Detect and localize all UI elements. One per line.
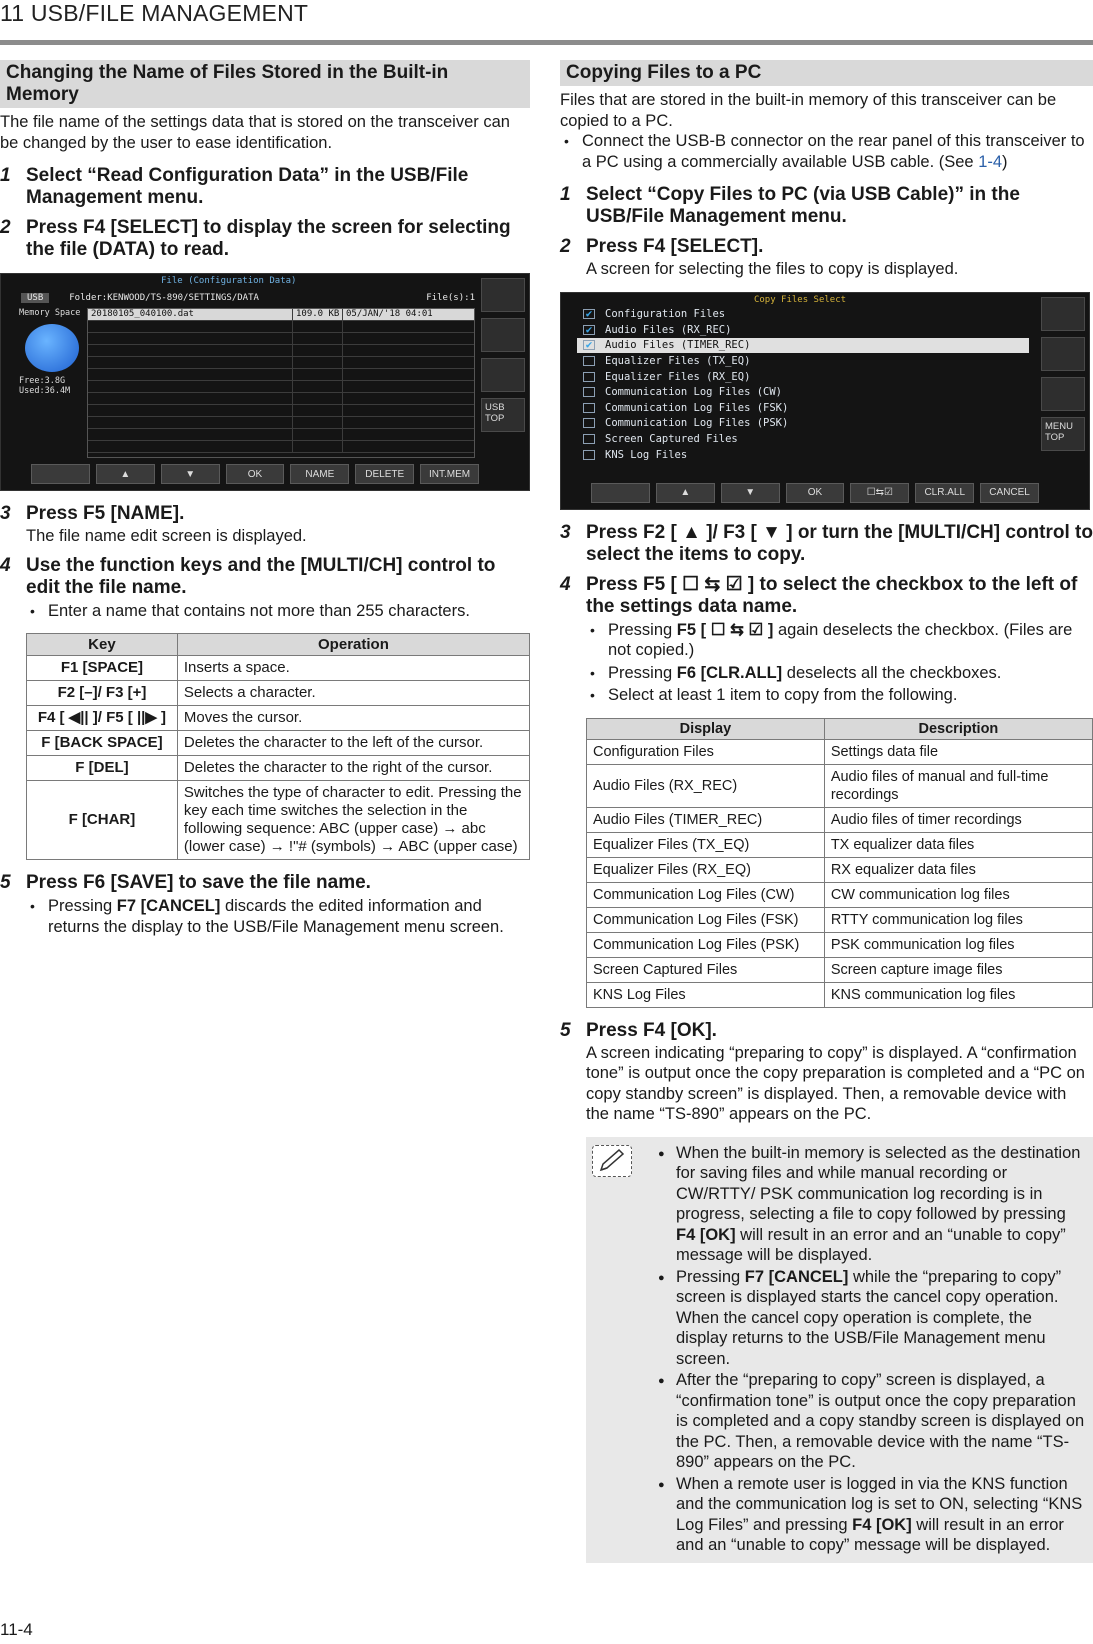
copy-step-3: [560, 522, 1093, 566]
display-cell: Communication Log Files (PSK): [587, 932, 825, 957]
step-number: 2: [0, 217, 11, 238]
description-cell: RTTY communication log files: [824, 907, 1092, 932]
side-key[interactable]: [481, 318, 525, 352]
function-keys: [591, 483, 1039, 503]
display-description-table: [586, 718, 1093, 1008]
checkbox-icon[interactable]: [583, 418, 595, 428]
file-row-empty: [88, 381, 474, 393]
file-screen-bar: [21, 290, 475, 306]
bullet-text: Pressing: [608, 620, 677, 639]
table-row: [27, 781, 530, 860]
bullet-text: discards the edited information and returns the display to the USB/File Management menu screen.: [48, 897, 504, 936]
copy-intro: Files that are stored in the built-in memory of this transceiver can be copied to a PC.: [560, 91, 1057, 130]
note-box: [586, 1137, 1093, 1563]
description-cell: KNS communication log files: [824, 982, 1092, 1007]
key-cell: F4 [ ◀|| ]/ F5 [ ||▶ ]: [27, 706, 178, 731]
memory-space-panel: [19, 308, 85, 396]
operation-cell: Deletes the character to the right of the cursor.: [177, 756, 529, 781]
rename-step-1: [0, 165, 530, 209]
disk-usage-icon: [25, 324, 79, 372]
description-cell: CW communication log files: [824, 882, 1092, 907]
file-row-empty: [88, 393, 474, 405]
copy-step-5: [560, 1020, 1093, 1125]
step-number: 4: [0, 554, 11, 576]
bullet-key: F6 [CLR.ALL]: [676, 663, 783, 682]
step-title: Press F4 [OK].: [586, 1019, 717, 1041]
right-column: [560, 60, 1093, 1563]
checkbox-icon[interactable]: ✔: [583, 325, 595, 335]
table-row: [587, 882, 1093, 907]
checkbox-icon[interactable]: [583, 356, 595, 366]
step-bullet: [26, 896, 530, 937]
header-rule: [0, 40, 1093, 45]
f6-clear-all-key[interactable]: CLR.ALL: [915, 483, 974, 503]
note-text: while the “preparing to copy” screen is displayed starts the cancel copy operation. When the cancel copy operation is complete, the display returns to the USB/File Management menu screen.: [676, 1267, 1062, 1368]
file-row-empty: [88, 321, 474, 333]
rename-step-2: [0, 217, 530, 261]
f7-intmem-key[interactable]: INT.MEM: [420, 464, 479, 484]
description-cell: Screen capture image files: [824, 957, 1092, 982]
file-screen-title: File (Configuration Data): [161, 276, 297, 286]
note-text: will result in an error and an “unable to copy” message will be displayed.: [676, 1225, 1066, 1264]
note-key: F4 [OK]: [852, 1515, 912, 1534]
display-cell: Audio Files (RX_REC): [587, 764, 825, 807]
copy-item-label: Communication Log Files (CW): [605, 386, 783, 399]
col-description: Description: [824, 718, 1092, 739]
copy-item[interactable]: [577, 431, 1029, 447]
copy-step-1: [560, 184, 1093, 228]
checkbox-icon[interactable]: ✔: [583, 340, 595, 350]
file-count: File(s):1: [426, 293, 475, 303]
pencil-note-icon: [592, 1145, 632, 1177]
free-space: Free:3.8G: [19, 376, 66, 386]
copy-files-screen: [560, 292, 1090, 510]
table-row: [27, 681, 530, 706]
usb-label: USB: [21, 293, 49, 303]
f1-key[interactable]: [591, 483, 650, 503]
side-key[interactable]: [481, 278, 525, 312]
file-row-empty: [88, 405, 474, 417]
table-row: [587, 857, 1093, 882]
col-display: Display: [587, 718, 825, 739]
copy-step-4: [560, 574, 1093, 706]
copy-item-label: Screen Captured Files: [605, 433, 738, 446]
section-title-copy: Copying Files to a PC: [560, 60, 1093, 86]
file-row[interactable]: [88, 309, 474, 321]
note-text: When the built-in memory is selected as the destination for saving files and while manual recording or CW/RTTY/ PSK communication log recording is in progress, selecting a file to copy followed by pressing: [676, 1143, 1081, 1223]
note-key: F4 [OK]: [676, 1225, 736, 1244]
copy-item[interactable]: [577, 384, 1029, 400]
step-number: 3: [0, 503, 11, 524]
page-number: 11-4: [0, 1620, 33, 1639]
f2-up-key[interactable]: ▲: [96, 464, 155, 484]
step-body: A screen indicating “preparing to copy” is displayed. A “confirmation tone” is output once the copy preparation is completed and a “PC on copy standby screen” is displayed. Then, a removable device with the name “TS-890” appears on the PC.: [586, 1043, 1085, 1123]
copy-item-label: Audio Files (RX_REC): [605, 323, 732, 336]
file-list: [87, 308, 475, 458]
step-number: 1: [0, 165, 11, 186]
table-row: [587, 807, 1093, 832]
table-row: [27, 731, 530, 756]
note-item: [658, 1370, 1087, 1473]
note-text: will result in an error and an “unable to copy” message will be displayed.: [676, 1515, 1064, 1554]
step-title: Select “Copy Files to PC (via USB Cable)” in the USB/File Management menu.: [586, 184, 1020, 227]
copy-item-label: Configuration Files: [605, 308, 726, 321]
checkbox-icon[interactable]: [583, 372, 595, 382]
copy-item[interactable]: [577, 307, 1029, 323]
step-title: Press F6 [SAVE] to save the file name.: [26, 872, 371, 893]
checkbox-icon[interactable]: [583, 387, 595, 397]
step-title: Press F5 [NAME].: [26, 503, 185, 524]
step-number: 5: [560, 1019, 571, 1041]
display-cell: Communication Log Files (FSK): [587, 907, 825, 932]
description-cell: PSK communication log files: [824, 932, 1092, 957]
copy-bullet: [560, 131, 1093, 172]
file-row-empty: [88, 429, 474, 441]
key-cell: F [CHAR]: [27, 781, 178, 860]
usb-top-key[interactable]: USB TOP: [481, 398, 525, 432]
display-cell: Audio Files (TIMER_REC): [587, 807, 825, 832]
description-cell: Settings data file: [824, 739, 1092, 764]
copy-item-label: Communication Log Files (PSK): [605, 417, 789, 430]
step-body: The file name edit screen is displayed.: [26, 527, 307, 545]
f1-key[interactable]: [31, 464, 90, 484]
key-operation-table: [26, 633, 530, 860]
key-cell: F2 [–]/ F3 [+]: [27, 681, 178, 706]
bullet-text: Select at least 1 item to copy from the following.: [608, 686, 958, 704]
step-number: 4: [560, 573, 571, 595]
step-number: 1: [560, 184, 571, 205]
file-row-empty: [88, 417, 474, 429]
page-header: [0, 0, 1093, 50]
file-name: 20180105_040100.dat: [88, 309, 293, 320]
description-cell: Audio files of timer recordings: [824, 807, 1092, 832]
file-date: 05/JAN/'18 04:01: [346, 309, 433, 319]
key-cell: F1 [SPACE]: [27, 656, 178, 681]
copy-item[interactable]: [577, 369, 1029, 385]
operation-cell: Inserts a space.: [177, 656, 529, 681]
f6-delete-key[interactable]: DELETE: [355, 464, 414, 484]
copy-step-2: [560, 236, 1093, 280]
table-row: [587, 932, 1093, 957]
copy-item-label: Communication Log Files (FSK): [605, 401, 789, 414]
table-row: [27, 706, 530, 731]
checkbox-icon[interactable]: ✔: [583, 309, 595, 319]
copy-item[interactable]: [577, 447, 1029, 463]
col-key: Key: [27, 634, 178, 656]
f4-ok-key[interactable]: OK: [786, 483, 845, 503]
f4-ok-key[interactable]: OK: [226, 464, 285, 484]
table-row: [587, 957, 1093, 982]
note-text: When a remote user is logged in via the KNS function and the communication log is set to ON, selecting “KNS Log Files” and pressing: [676, 1474, 1083, 1534]
f5-name-key[interactable]: NAME: [290, 464, 349, 484]
description-cell: Audio files of manual and full-time recordings: [824, 764, 1092, 807]
memory-space-label: Memory Space: [19, 308, 81, 318]
table-row: [587, 832, 1093, 857]
step-number: 3: [560, 521, 571, 543]
note-key: F7 [CANCEL]: [744, 1267, 849, 1286]
bullet-text: ): [1002, 152, 1008, 171]
table-row: [27, 756, 530, 781]
f7-cancel-key[interactable]: CANCEL: [980, 483, 1039, 503]
checkbox-icon[interactable]: [583, 434, 595, 444]
f3-down-key[interactable]: ▼: [721, 483, 780, 503]
operation-cell: Selects a character.: [177, 681, 529, 706]
step-title: Select “Read Configuration Data” in the USB/File Management menu.: [26, 165, 469, 208]
copy-item-label: Audio Files (TIMER_REC): [605, 339, 751, 352]
left-column: [0, 60, 530, 937]
key-cell: F [DEL]: [27, 756, 178, 781]
step-title: Use the function keys and the [MULTI/CH] control to edit the file name.: [26, 554, 496, 598]
bullet-text: deselects all the checkboxes.: [782, 663, 1002, 682]
bullet-text: Pressing: [48, 897, 117, 915]
table-row: [587, 764, 1093, 807]
file-select-screen: [0, 273, 530, 491]
f3-down-key[interactable]: ▼: [161, 464, 220, 484]
col-operation: Operation: [177, 634, 529, 656]
copy-file-list: [577, 307, 1029, 463]
side-key[interactable]: [1041, 377, 1085, 411]
step-bullet: • Enter a name that contains not more than 255 characters.: [26, 601, 530, 622]
folder-path: Folder:KENWOOD/TS-890/SETTINGS/DATA: [69, 293, 259, 303]
rename-step-4: [0, 555, 530, 622]
description-cell: TX equalizer data files: [824, 832, 1092, 857]
used-space: Used:36.4M: [19, 386, 71, 396]
copy-item[interactable]: [577, 322, 1029, 338]
note-item: [658, 1267, 1087, 1370]
step-number: 5: [0, 872, 11, 893]
file-row-empty: [88, 357, 474, 369]
copy-item[interactable]: [577, 353, 1029, 369]
page-reference-link[interactable]: 1-4: [978, 152, 1003, 171]
side-keys: [481, 278, 525, 432]
display-cell: Screen Captured Files: [587, 957, 825, 982]
step-bullet: [586, 663, 1093, 684]
operation-cell: Moves the cursor.: [177, 706, 529, 731]
operation-cell: Switches the type of character to edit. Pressing the key each time switches the selection in the following sequence: ABC (upper case) → abc (lower case) → !"# (symbols) → ABC (upper case): [177, 781, 529, 860]
display-cell: Equalizer Files (TX_EQ): [587, 832, 825, 857]
table-row: [587, 739, 1093, 764]
description-cell: RX equalizer data files: [824, 857, 1092, 882]
file-size: 109.0 KB: [293, 309, 343, 320]
display-cell: Equalizer Files (RX_EQ): [587, 857, 825, 882]
step-title: Press F5 [ ☐ ⇆ ☑ ] to select the checkbox to the left of the settings data name.: [586, 573, 1078, 617]
file-row-empty: [88, 345, 474, 357]
step-bullet: [586, 685, 1093, 706]
table-row: [587, 982, 1093, 1007]
table-row: [587, 907, 1093, 932]
display-cell: Configuration Files: [587, 739, 825, 764]
side-key[interactable]: [481, 358, 525, 392]
f2-up-key[interactable]: ▲: [656, 483, 715, 503]
copy-item-label: Equalizer Files (RX_EQ): [605, 370, 751, 383]
step-body: A screen for selecting the files to copy is displayed.: [586, 260, 959, 278]
file-row-empty: [88, 369, 474, 381]
step-title: Press F4 [SELECT].: [586, 236, 764, 257]
operation-cell: Deletes the character to the left of the cursor.: [177, 731, 529, 756]
display-cell: Communication Log Files (CW): [587, 882, 825, 907]
step-title: Press F4 [SELECT] to display the screen for selecting the file (DATA) to read.: [26, 217, 511, 260]
bullet-text: Pressing: [608, 663, 677, 682]
section-title-rename: Changing the Name of Files Stored in the Built-in Memory: [0, 60, 530, 108]
checkbox-icon[interactable]: [583, 450, 595, 460]
copy-screen-title: Copy Files Select: [753, 294, 847, 305]
key-cell: F [BACK SPACE]: [27, 731, 178, 756]
copy-item[interactable]: [577, 416, 1029, 432]
step-bullet: [586, 620, 1093, 661]
checkbox-icon[interactable]: [583, 403, 595, 413]
bullet-key: F5 [ ☐ ⇆ ☑ ]: [676, 620, 774, 639]
file-row-empty: [88, 441, 474, 453]
side-key[interactable]: [1041, 297, 1085, 331]
display-cell: KNS Log Files: [587, 982, 825, 1007]
note-text: After the “preparing to copy” screen is displayed, a “confirmation tone” is output once the copy preparation is completed and a copy standby screen is displayed on the PC. Then, a removable device with the name “TS-890” appears on the PC.: [676, 1371, 1085, 1471]
pencil-icon: [593, 1146, 631, 1176]
chapter-title: 11 USB/FILE MANAGEMENT: [0, 0, 309, 26]
bullet-key: F7 [CANCEL]: [116, 897, 221, 915]
copy-item-label: Equalizer Files (TX_EQ): [605, 355, 751, 368]
step-number: 2: [560, 236, 571, 257]
side-key[interactable]: [1041, 337, 1085, 371]
side-keys: [1041, 297, 1085, 451]
copy-item-label: KNS Log Files: [605, 448, 688, 461]
rename-intro: The file name of the settings data that is stored on the transceiver can be changed by the user to ease identification.: [0, 113, 510, 152]
note-item: [658, 1474, 1087, 1556]
rename-step-3: [0, 503, 530, 547]
note-item: [658, 1143, 1087, 1266]
table-row: [27, 656, 530, 681]
step-title: Press F2 [ ▲ ]/ F3 [ ▼ ] or turn the [MULTI/CH] control to select the items to copy.: [586, 521, 1093, 565]
copy-item[interactable]: [577, 400, 1029, 416]
menu-top-key[interactable]: MENU TOP: [1041, 417, 1085, 451]
f5-checkbox-toggle-key[interactable]: ☐⇆☑: [850, 483, 909, 503]
note-text: Pressing: [676, 1267, 745, 1286]
bullet-text: again deselects the checkbox. (Files are not copied.): [608, 620, 1073, 659]
file-row-empty: [88, 333, 474, 345]
function-keys: [31, 464, 479, 484]
bullet-text: Connect the USB-B connector on the rear panel of this transceiver to a PC using a commercially available USB cable. (See: [582, 132, 1085, 171]
copy-item-selected[interactable]: [577, 338, 1029, 354]
rename-step-5: [0, 872, 530, 937]
